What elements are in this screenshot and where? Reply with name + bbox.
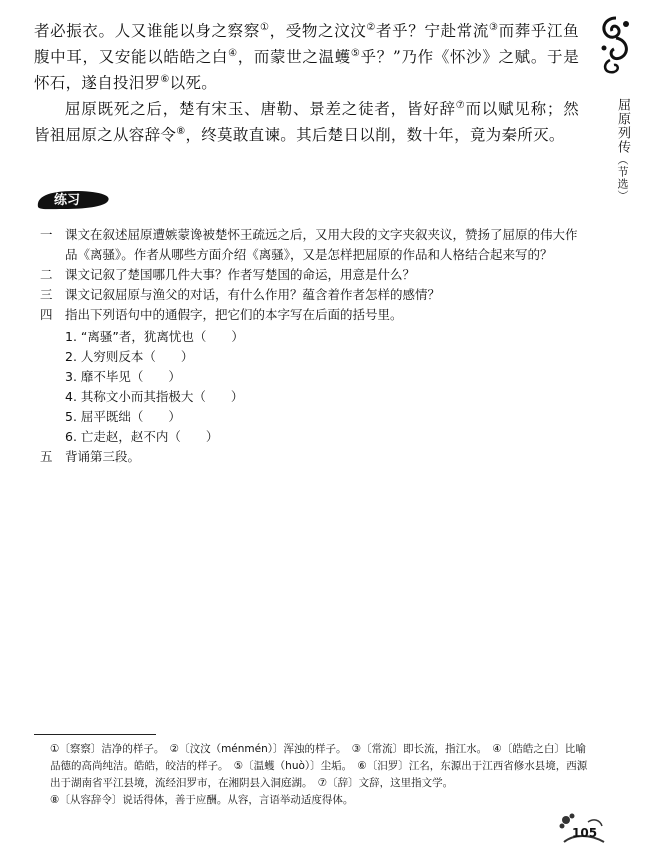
footnote-marker: ⑥	[160, 74, 170, 85]
exercise-text: 课文记叙屈原与渔父的对话，有什么作用？蕴含着作者怎样的感情？	[65, 287, 441, 302]
exercise-heading-text: 练习	[54, 193, 81, 208]
page-number: 105	[572, 826, 598, 840]
exercise-subitem: 6. 亡走赵，赵不内（ ）	[65, 429, 219, 444]
footnote-marker: ②	[366, 22, 377, 33]
footnotes	[50, 741, 588, 809]
exercise-subitem: 4. 其称文小而其指极大（ ）	[65, 389, 244, 404]
exercise-subitem-list	[65, 327, 585, 447]
exercise-list	[40, 225, 585, 467]
exercise-item	[40, 225, 585, 265]
footnote-marker: ⑧	[176, 126, 186, 137]
exercise-item	[40, 285, 585, 305]
main-text	[34, 18, 579, 148]
exercise-text: 课文在叙述屈原遭嫉蒙谗被楚怀王疏远之后，又用大段的文字夹叙夹议，赞扬了屈原的伟大作品《离骚》。作者从哪些方面介绍《离骚》，又是怎样把屈原的作品和人格结合起来写的？	[65, 227, 578, 262]
body-paragraph-2	[34, 96, 579, 148]
side-title	[613, 98, 632, 202]
text-run: 屈原既死之后，楚有宋玉、唐勒、景差之徒者，皆好辞	[65, 100, 456, 118]
text-run: 乎？”乃作《怀沙》之赋。于是怀石，遂自投汨罗	[34, 48, 579, 92]
exercise-subitem: 3. 靡不毕见（ ）	[65, 369, 181, 384]
footnote-marker: ④	[228, 48, 238, 59]
footnote-marker: ⑦	[455, 100, 466, 111]
text-run: ，而蒙世之温蠖	[237, 48, 351, 66]
exercise-text: 课文记叙了楚国哪几件大事？作者写楚国的命运，用意是什么？	[65, 267, 416, 282]
body-paragraph-1	[34, 18, 579, 96]
text-run: ，受物之汶汶	[269, 22, 367, 40]
exercise-number: 五	[40, 449, 53, 464]
text-run: ，终莫敢直谏。其后楚日以削，数十年，竟为秦所灭。	[185, 126, 565, 144]
exercise-item	[40, 305, 585, 325]
exercise-heading-badge	[34, 187, 112, 211]
exercise-item	[40, 447, 585, 467]
exercise-subitem: 1. “离骚”者，犹离忧也（ ）	[65, 329, 244, 344]
footnote-divider	[34, 734, 156, 735]
text-run: 以死。	[169, 74, 218, 92]
text-run: 者必振衣。人又谁能以身之察察	[34, 22, 260, 40]
footnote-marker: ⑤	[350, 48, 361, 59]
swirl-ornament-icon	[596, 14, 636, 76]
exercise-subitem: 5. 屈平既绌（ ）	[65, 409, 181, 424]
exercise-number: 三	[40, 287, 53, 302]
text-run: 者乎？宁赴常流	[376, 22, 490, 40]
exercise-number: 一	[40, 227, 53, 242]
exercise-number: 四	[40, 307, 53, 322]
exercise-number: 二	[40, 267, 53, 282]
side-title-text: 屈原列传	[615, 98, 630, 154]
exercise-text: 指出下列语句中的通假字，把它们的本字写在后面的括号里。	[65, 307, 403, 322]
footnote-line: ①〔察察〕洁净的样子。 ②〔汶汶（ménmén）〕浑浊的样子。 ③〔常流〕即长流，指江水。 ④〔皓皓之白〕比喻品德的高尚纯洁。皓皓，皎洁的样子。 ⑤〔温蠖（huò）〕尘垢。 ⑥〔汨罗〕江名，东源出于江西省修水县境，西源出于湖南省平江县境，流经汨罗市，在湘阴县入洞庭湖。 ⑦〔辞〕文辞，这里指文学。	[50, 743, 588, 789]
text-run: 而以赋见称；然皆祖屈原之从容辞令	[34, 100, 580, 144]
text-run: 而葬乎江鱼腹中耳，又安能以皓皓之白	[34, 22, 579, 66]
side-title-subtitle: （节选）	[616, 154, 629, 202]
exercise-text: 背诵第三段。	[65, 449, 141, 464]
footnote-marker: ①	[259, 22, 270, 33]
exercise-subitem: 2. 人穷则反本（ ）	[65, 349, 194, 364]
footnote-marker: ③	[489, 22, 499, 33]
footnote-line: ⑧〔从容辞令〕说话得体，善于应酬。从容，言语举动适度得体。	[50, 794, 354, 806]
exercise-item	[40, 265, 585, 285]
